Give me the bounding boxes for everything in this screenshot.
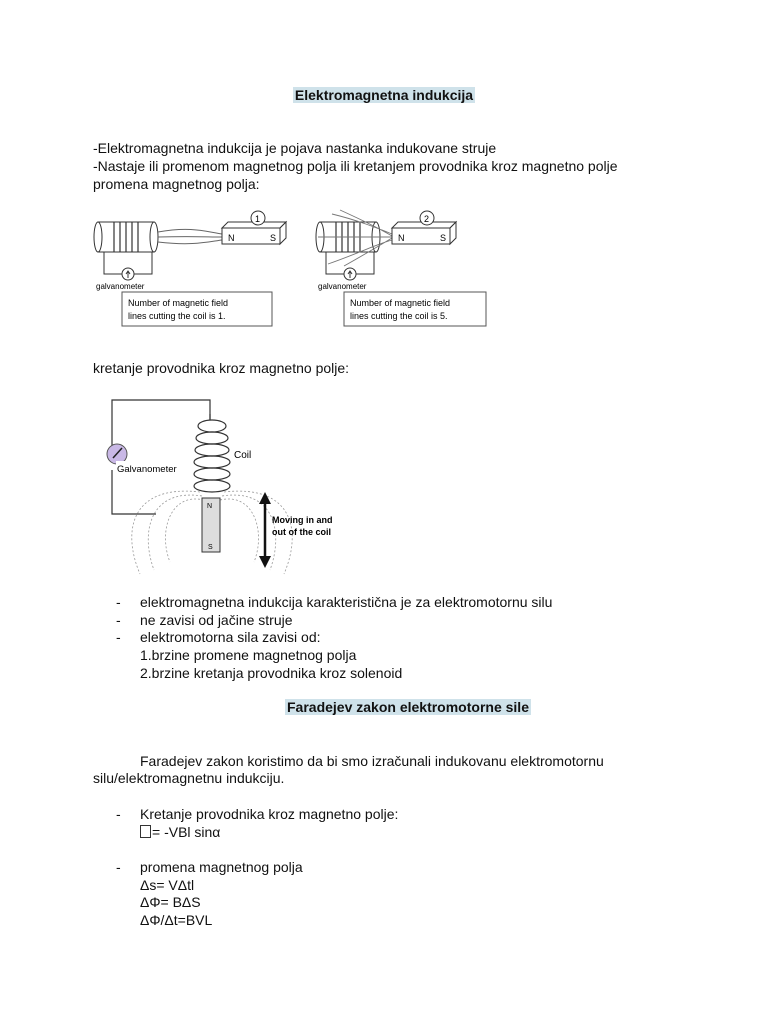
figure-moving-magnet	[100, 392, 360, 582]
galv-label-2: galvanometer	[318, 282, 367, 291]
formula-1-text: = -VBl sinα	[152, 824, 221, 840]
magnet-n: N	[207, 503, 213, 510]
formula-4: ΔΦ/Δt=BVL	[140, 912, 213, 928]
bullet-5: promena magnetnog polja	[140, 859, 303, 875]
magnet-s: S	[208, 544, 213, 551]
bullet-3: elektromotorna sila zavisi od:	[140, 629, 321, 645]
magnet-2-s: S	[440, 233, 447, 243]
move-label-l1: Moving in and	[272, 515, 333, 525]
move-label-l2: out of the coil	[272, 527, 331, 537]
bullet-dash-1: -	[116, 594, 121, 610]
double-arrow-icon	[259, 492, 271, 568]
galv-label: Galvanometer	[117, 464, 177, 475]
magnet-1-s: S	[270, 233, 277, 243]
coil-label: Coil	[234, 450, 252, 461]
caption-1-l1: Number of magnetic field	[128, 298, 229, 308]
figure-magnet-coil	[92, 206, 492, 330]
intro-line-2: -Nastaje ili promenom magnetnog polja ili kretanjem provodnika kroz magnetno polje	[93, 158, 618, 174]
missing-glyph-icon	[140, 825, 151, 838]
section-title-2: Faradejev zakon elektromotorne sile	[287, 699, 529, 715]
heading-2-wrap	[285, 699, 531, 715]
section-title-1: Elektromagnetna indukcija	[294, 87, 474, 103]
caption-2-l1: Number of magnetic field	[350, 298, 451, 308]
bullet-2: ne zavisi od jačine struje	[140, 612, 293, 628]
bullet-dash-2: -	[116, 612, 121, 628]
badge-1: 1	[255, 214, 261, 224]
caption-2-l2: lines cutting the coil is 5.	[350, 311, 448, 321]
magnet-2-n: N	[398, 233, 405, 243]
formula-1	[140, 823, 220, 841]
paragraph-line-2: silu/elektromagnetnu indukciju.	[93, 770, 285, 786]
magnet-1	[222, 222, 286, 244]
sub-item-2: 2.brzine kretanja provodnika kroz solenoid	[140, 665, 403, 681]
bullet-dash-3: -	[116, 629, 121, 645]
coil	[194, 414, 230, 492]
magnet-2	[392, 222, 456, 244]
bullet-dash-5: -	[116, 859, 121, 875]
intro-line-3: promena magnetnog polja:	[93, 176, 260, 192]
bullet-4: Kretanje provodnika kroz magnetno polje:	[140, 806, 399, 822]
coil-1	[94, 222, 158, 252]
intro-line-1: -Elektromagnetna indukcija je pojava nastanka indukovane struje	[93, 140, 497, 156]
bullet-1: elektromagnetna indukcija karakteristična je za elektromotornu silu	[140, 594, 553, 610]
bullet-dash-4: -	[116, 806, 121, 822]
heading-1-wrap	[0, 87, 768, 103]
formula-2: Δs= VΔtl	[140, 877, 195, 893]
badge-2: 2	[424, 214, 430, 224]
sub-item-1: 1.brzine promene magnetnog polja	[140, 647, 357, 663]
magnet-1-n: N	[228, 233, 235, 243]
galv-label-1: galvanometer	[96, 282, 145, 291]
paragraph-line-1: Faradejev zakon koristimo da bi smo izračunali indukovanu elektromotornu	[140, 753, 604, 769]
caption-2: kretanje provodnika kroz magnetno polje:	[93, 360, 350, 376]
formula-3: ΔΦ= BΔS	[140, 894, 201, 910]
caption-1-l2: lines cutting the coil is 1.	[128, 311, 226, 321]
